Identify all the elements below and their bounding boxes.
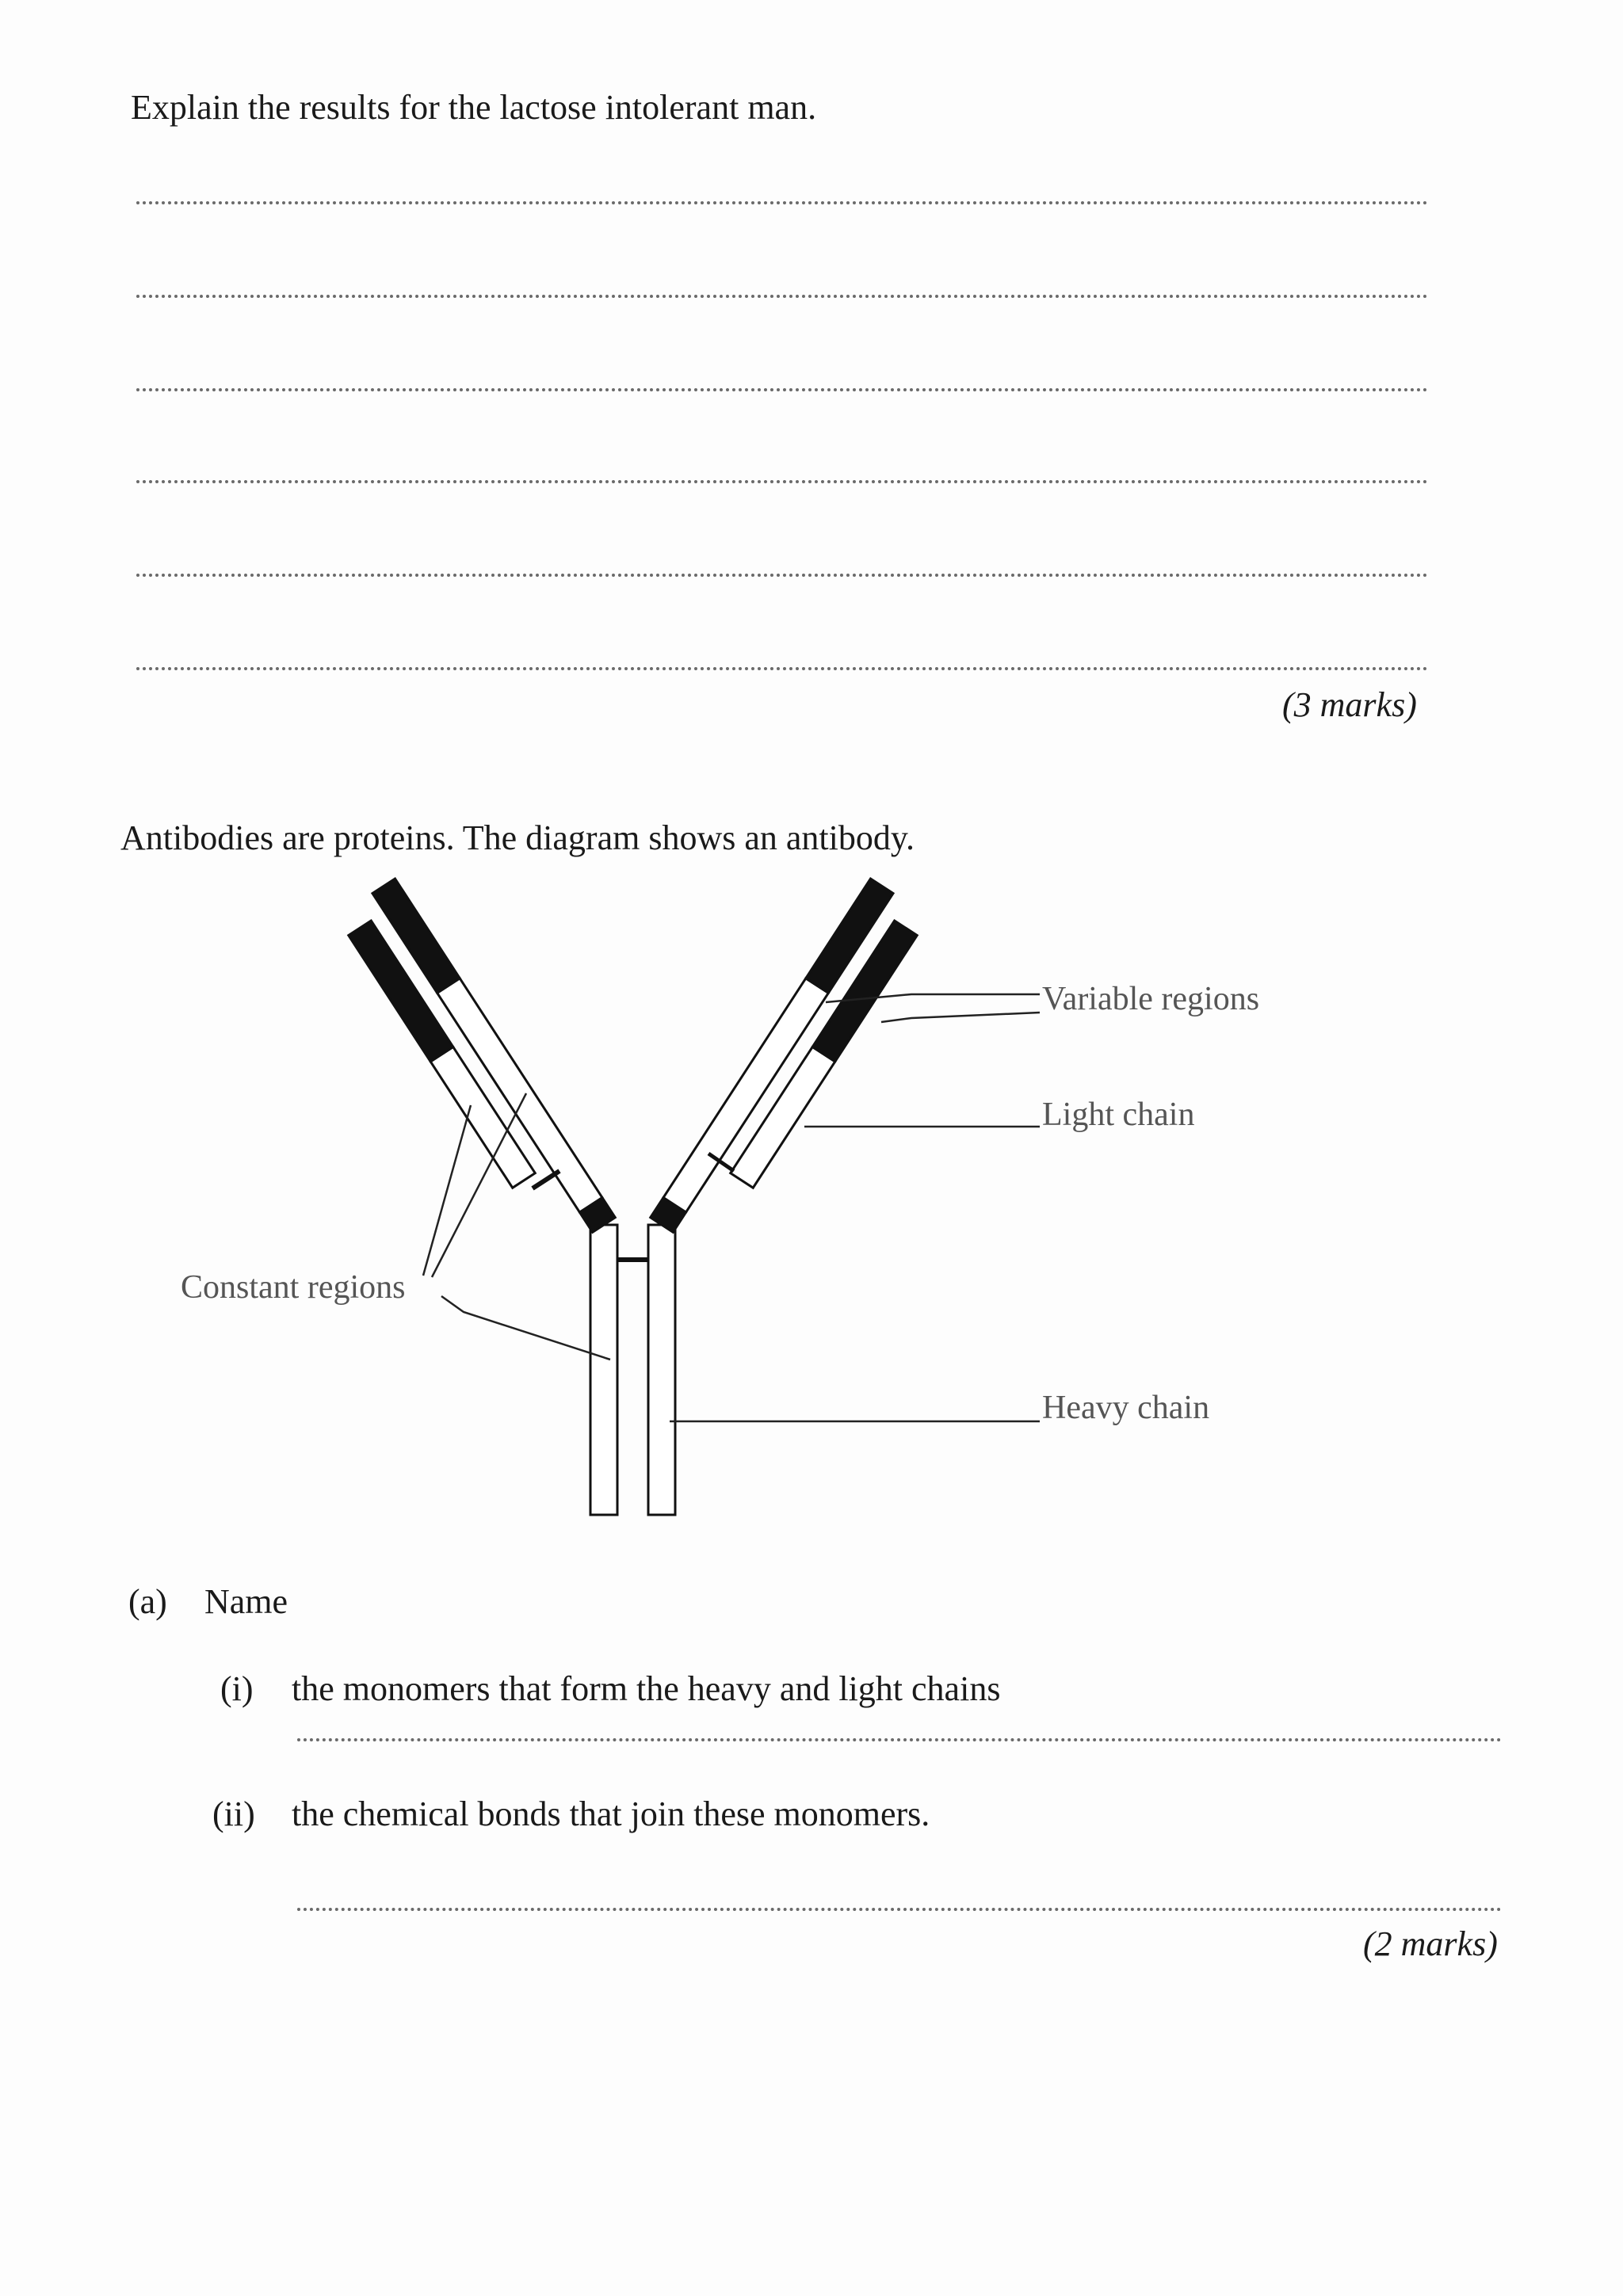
diagram-intro: Antibodies are proteins. The diagram shows an antibody.	[120, 818, 915, 857]
question-prompt: Explain the results for the lactose intolerant man.	[131, 88, 817, 127]
leader-variable-2	[881, 1013, 1040, 1022]
part-i-marker: (i)	[220, 1669, 254, 1708]
leader-constant-3	[441, 1296, 610, 1360]
heavy-chain-stem-left	[590, 1225, 617, 1515]
answer-line-i[interactable]	[297, 1738, 1502, 1741]
answer-line-ii[interactable]	[297, 1908, 1502, 1911]
part-ii-marker: (ii)	[212, 1794, 255, 1833]
label-light-chain: Light chain	[1042, 1097, 1195, 1133]
part-i-text: the monomers that form the heavy and light chains	[292, 1669, 1001, 1708]
part-a-marker: (a)	[128, 1582, 167, 1621]
leader-constant-1	[423, 1105, 471, 1276]
label-variable-regions: Variable regions	[1042, 981, 1260, 1017]
part-a-marks: (2 marks)	[1363, 1924, 1498, 1963]
label-constant-regions: Constant regions	[181, 1269, 406, 1306]
part-ii-text: the chemical bonds that join these monomers.	[292, 1794, 930, 1833]
heavy-chain-stem-right	[648, 1225, 675, 1515]
label-heavy-chain: Heavy chain	[1042, 1390, 1210, 1426]
part-a-heading: Name	[204, 1582, 288, 1621]
marks-allocation: (3 marks)	[1282, 685, 1417, 724]
